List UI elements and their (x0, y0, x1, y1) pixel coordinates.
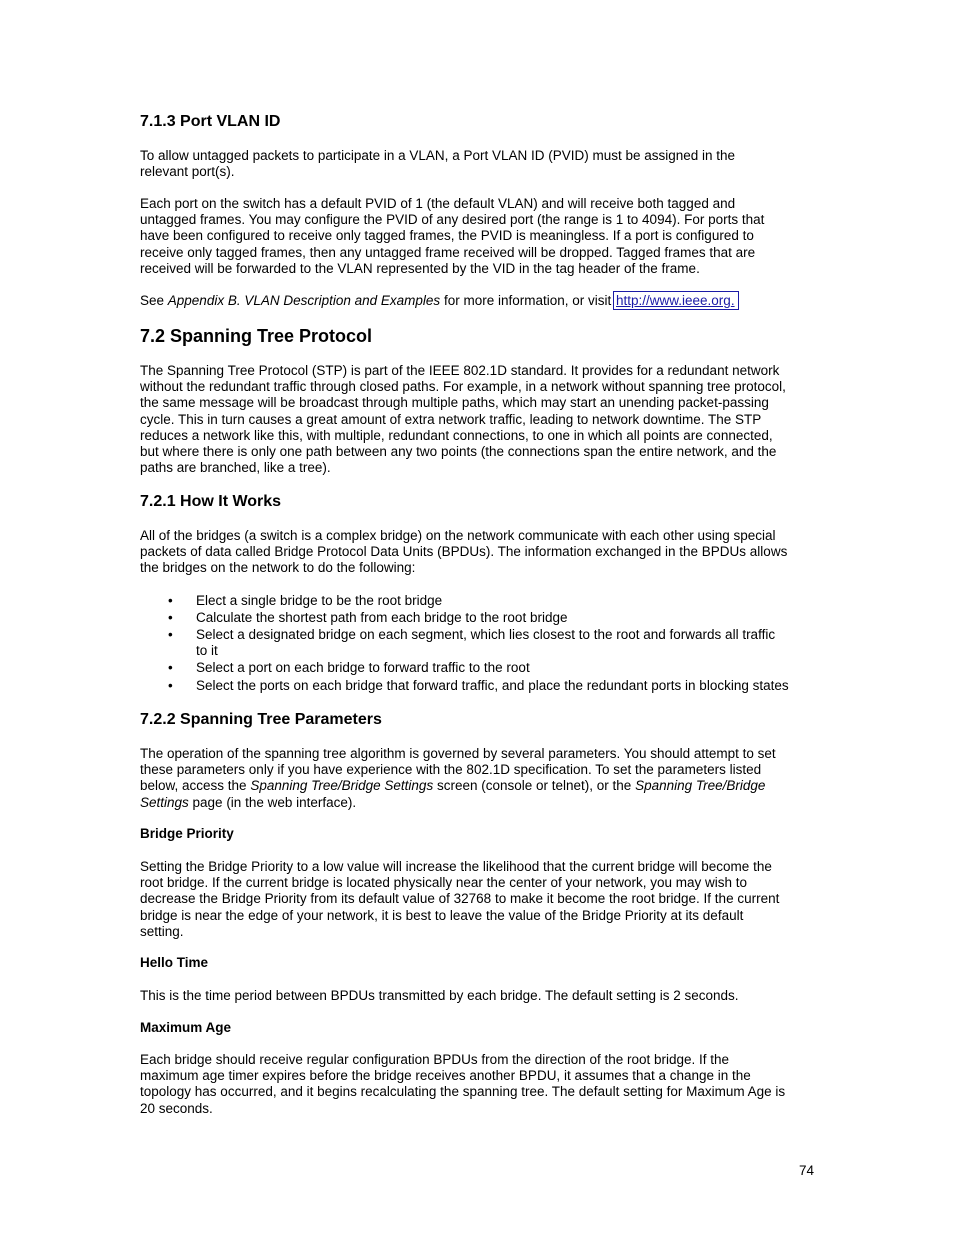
screen-name-reference: Spanning Tree/Bridge Settings (250, 778, 434, 794)
paragraph-stp-intro: The Spanning Tree Protocol (STP) is part of the IEEE 802.1D standard. It provides for a redundant network without the redundant traffic through closed paths. For example, in a network without spanning tree protocol, the same message will be broadcast through multiple paths, which may start an unending packet-passing cycle. This in turn causes a great amount of extra network traffic, leading to network downtime. The STP reduces a network like this, with multiple, redundant connections, to one in which all points are connected, but where there is only one path between any two points (the connections span the entire network, and the paths are branched, like a tree). (140, 363, 786, 476)
subheading-maximum-age: Maximum Age (140, 1020, 232, 1035)
bullet-marker: • (168, 660, 173, 675)
bullet-marker: • (168, 627, 173, 642)
page-name-reference: Spanning Tree/Bridge (635, 778, 766, 794)
ieee-link[interactable]: http://www.ieee.org. (616, 293, 735, 308)
paragraph-pvid-default: Each port on the switch has a default PVID of 1 (the default VLAN) and will receive both tagged and untagged frames. You may configure the PVID of any desired port (the range is 1 to 4094). For ports that have been configured to receive only tagged frames, the PVID is meaningless. If a port is configured to receive only tagged frames, then any untagged frame received will be dropped. Tagged frames that are received will be forwarded to the VLAN represented by the VID in the tag header of the frame. (140, 196, 765, 276)
section-heading-how-it-works: 7.2.1 How It Works (140, 493, 282, 510)
page-name-reference-cont: Settings (140, 794, 189, 810)
paragraph-hello-time: This is the time period between BPDUs transmitted by each bridge. The default setting is 2 seconds. (140, 988, 739, 1003)
document-page: 7.1.3 Port VLAN ID To allow untagged packets to participate in a VLAN, a Port VLAN ID (PVID) must be assigned in the relevant port(s). Each port on the switch has a default PVID of 1 (the default VLAN) and will receive both tagged and untagged frames. You may configure the PVID of any desired port (the range is 1 to 4094). For ports that have been configured to receive only tagged frames, the PVID is meaningless. If a port is configured to receive only tagged frames, then any untagged frame received will be dropped. Tagged frames that are received will be forwarded to the VLAN represented by the VID in the tag header of the frame. See Appendix B. VLAN Description and Examples for more information, or visit http://www.ieee.org. 7.2 Spanning Tree Protocol The Spanning Tree Protocol (STP) is part of the IEEE 802.1D standard. It provides for a redundant network without the redundant traffic through closed paths. For example, in a network without spanning tree protocol, the same message will be broadcast through multiple paths, which may start an unending packet-passing cycle. This in turn causes a great amount of extra network traffic, leading to network downtime. The STP reduces a network like this, with multiple, redundant connections, to one in which all points are connected, but where there is only one path between any two points (the connections span the entire network, and the paths are branched, like a tree). 7.2.1 How It Works All of the bridges (a switch is a complex bridge) on the network communicate with each other using special packets of data called Bridge Protocol Data Units (BPDUs). The information exchanged in the BPDUs allows the bridges on the network to do the following: • Elect a single bridge to be the root bridge • Calculate the shortest path from each bridge to the root bridge • Select a designated bridge on each segment, which lies closest to the root and forwards all traffic to it • Select a port on each bridge to forward traffic to the root • Select the ports on each bridge that forward traffic, and place the redundant ports in blocking states 7.2.2 Spanning Tree Parameters The operation of the spanning tree algorithm is governed by several parameters. You should attempt to set these parameters only if you have experience with the 802.1D specification. To set the parameters listed below, access the Spanning Tree/Bridge Settings screen (console or telnet), or the Spanning Tree/Bridge Settings page (in the web interface). Bridge Priority Setting the Bridge Priority to a low value will increase the likelihood that the current bridge will become the root bridge. If the current bridge is located physically near the center of your network, you may wish to decrease the Bridge Priority from its default value of 32768 to make it become the root bridge. If the current bridge is near the edge of your network, it is best to leave the value of the Bridge Priority at its default setting. Hello Time This is the time period between BPDUs transmitted by each bridge. The default setting is 2 seconds. Maximum Age Each bridge should receive regular configuration BPDUs from the direction of the root bridge. If the maximum age timer expires before the bridge receives another BPDU, it assumes that a change in the topology has occurred, and it begins recalculating the spanning tree. The default setting for Maximum Age is 20 seconds. 74 (140, 0, 816, 1235)
bullet-marker: • (168, 593, 173, 608)
paragraph-bridges-communicate: All of the bridges (a switch is a complex bridge) on the network communicate with each other using special packets of data called Bridge Protocol Data Units (BPDUs). The information exchanged in the BPDUs allows the bridges on the network to do the following: (140, 528, 788, 576)
paragraph-see-appendix: See Appendix B. VLAN Description and Examples for more information, or visit http://www.ieee.org. (140, 293, 735, 308)
paragraph-parameters-intro: The operation of the spanning tree algorithm is governed by several parameters. You should attempt to set these parameters only if you have experience with the 802.1D specification. To set the parameters listed below, access the Spanning Tree/Bridge Settings screen (console or telnet), or the Spanning Tree/Bridge Settings page (in the web interface). (140, 746, 776, 810)
page-number: 74 (798, 1163, 814, 1178)
paragraph-bridge-priority: Setting the Bridge Priority to a low value will increase the likelihood that the current bridge will become the root bridge. If the current bridge is located physically near the center of your network, you may wish to decrease the Bridge Priority from its default value of 32768 to make it become the root bridge. If the current bridge is near the edge of your network, it is best to leave the value of the Bridge Priority at its default setting. (140, 859, 780, 939)
section-heading-spanning-tree-protocol: 7.2 Spanning Tree Protocol (140, 326, 373, 346)
subheading-hello-time: Hello Time (140, 955, 209, 970)
appendix-reference: Appendix B. VLAN Description and Examples (167, 293, 441, 308)
section-heading-port-vlan-id: 7.1.3 Port VLAN ID (140, 113, 281, 130)
paragraph-pvid-intro: To allow untagged packets to participate in a VLAN, a Port VLAN ID (PVID) must be assigned in the relevant port(s). (140, 148, 736, 180)
subheading-bridge-priority: Bridge Priority (140, 826, 234, 841)
bullet-marker: • (168, 678, 173, 693)
paragraph-maximum-age: Each bridge should receive regular configuration BPDUs from the direction of the root bridge. If the maximum age timer expires before the bridge receives another BPDU, it assumes that a change in the topology has occurred, and it begins recalculating the spanning tree. The default setting for Maximum Age is 20 seconds. (140, 1052, 786, 1116)
section-heading-spanning-tree-parameters: 7.2.2 Spanning Tree Parameters (140, 711, 382, 728)
bullet-marker: • (168, 610, 173, 625)
